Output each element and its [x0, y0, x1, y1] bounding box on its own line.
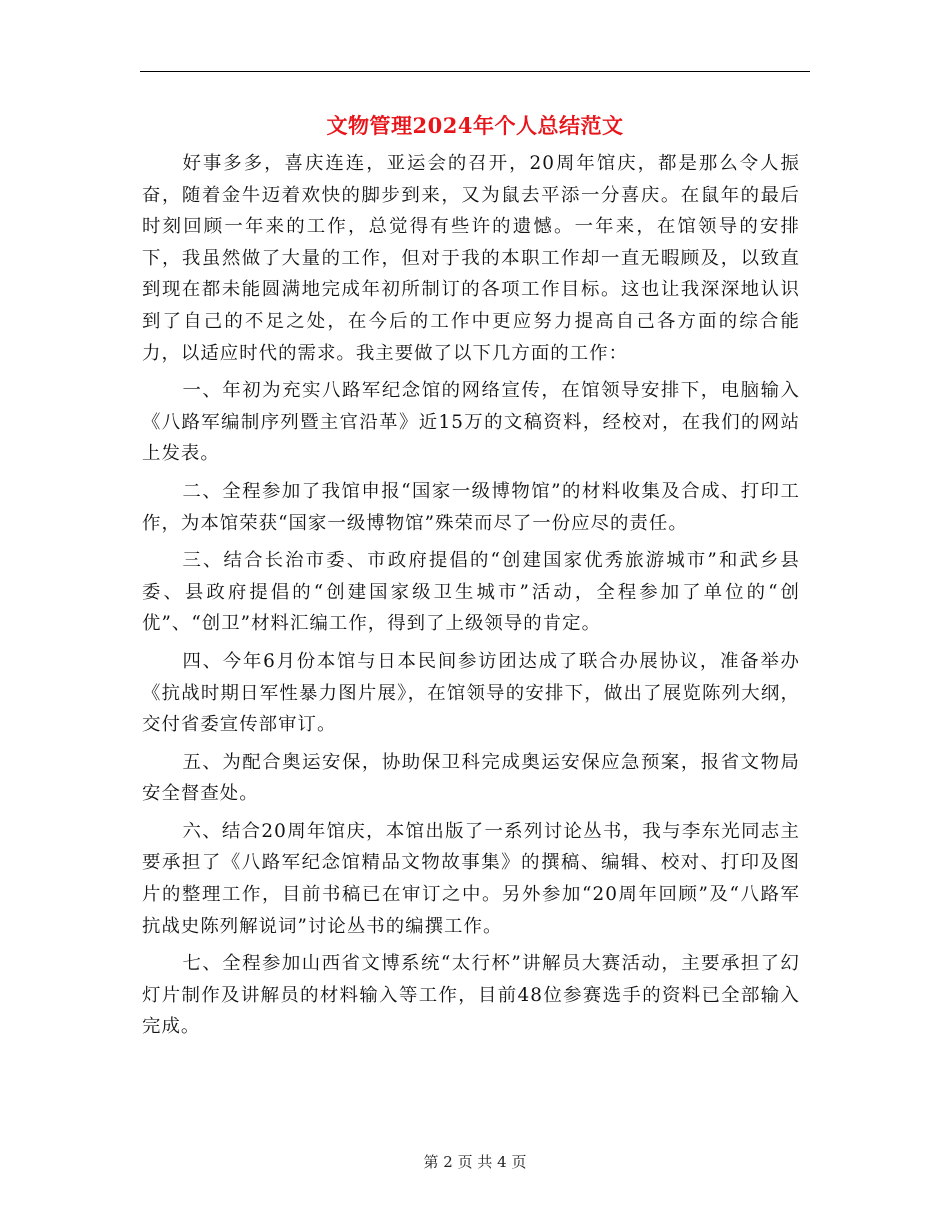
document-title: 文物管理2024年个人总结范文 [326, 113, 624, 138]
paragraph-item-2: 二、全程参加了我馆申报“国家一级博物馆”的材料收集及合成、打印工作，为本馆荣获“国家一级博物馆”殊荣而尽了一份应尽的责任。 [142, 480, 800, 534]
paragraph-item-1: 一、年初为充实八路军纪念馆的网络宣传，在馆领导安排下，电脑输入《八路军编制序列暨主官沿革》近15万的文稿资料，经校对，在我们的网站上发表。 [142, 380, 800, 465]
paragraph-item-5: 五、为配合奥运安保，协助保卫科完成奥运安保应急预案，报省文物局安全督查处。 [142, 751, 800, 805]
document-body [142, 148, 800, 1049]
paragraph-item-7: 七、全程参加山西省文博系统“太行杯”讲解员大赛活动，主要承担了幻灯片制作及讲解员的材料输入等工作，目前48位参赛选手的资料已全部输入完成。 [142, 953, 800, 1038]
page-number: 第 2 页 共 4 页 [423, 1153, 527, 1171]
page-footer [0, 1152, 950, 1172]
paragraph-item-3: 三、结合长治市委、市政府提倡的“创建国家优秀旅游城市”和武乡县委、县政府提倡的“创建国家级卫生城市”活动，全程参加了单位的“创优”、“创卫”材料汇编工作，得到了上级领导的肯定。 [142, 550, 800, 635]
paragraph-item-4: 四、今年6月份本馆与日本民间参访团达成了联合办展协议，准备举办《抗战时期日军性暴力图片展》，在馆领导的安排下，做出了展览陈列大纲，交付省委宣传部审订。 [142, 650, 800, 736]
paragraph-item-6: 六、结合20周年馆庆，本馆出版了一系列讨论丛书，我与李东光同志主要承担了《八路军纪念馆精品文物故事集》的撰稿、编辑、校对、打印及图片的整理工作，目前书稿已在审订之中。另外参加“20周年回顾”及“八路军抗战史陈列解说词”讨论丛书的编撰工作。 [142, 820, 800, 937]
paragraph-intro: 好事多多，喜庆连连，亚运会的召开，20周年馆庆，都是那么令人振奋，随着金牛迈着欢快的脚步到来，又为鼠去平添一分喜庆。在鼠年的最后时刻回顾一年来的工作，总觉得有些许的遗憾。一年来，在馆领导的安排下，我虽然做了大量的工作，但对于我的本职工作却一直无暇顾及，以致直到现在都未能圆满地完成年初所制订的各项工作目标。这也让我深深地认识到了自己的不足之处，在今后的工作中更应努力提高自己各方面的综合能力，以适应时代的需求。我主要做了以下几方面的工作： [142, 153, 800, 364]
header-rule [140, 71, 810, 72]
